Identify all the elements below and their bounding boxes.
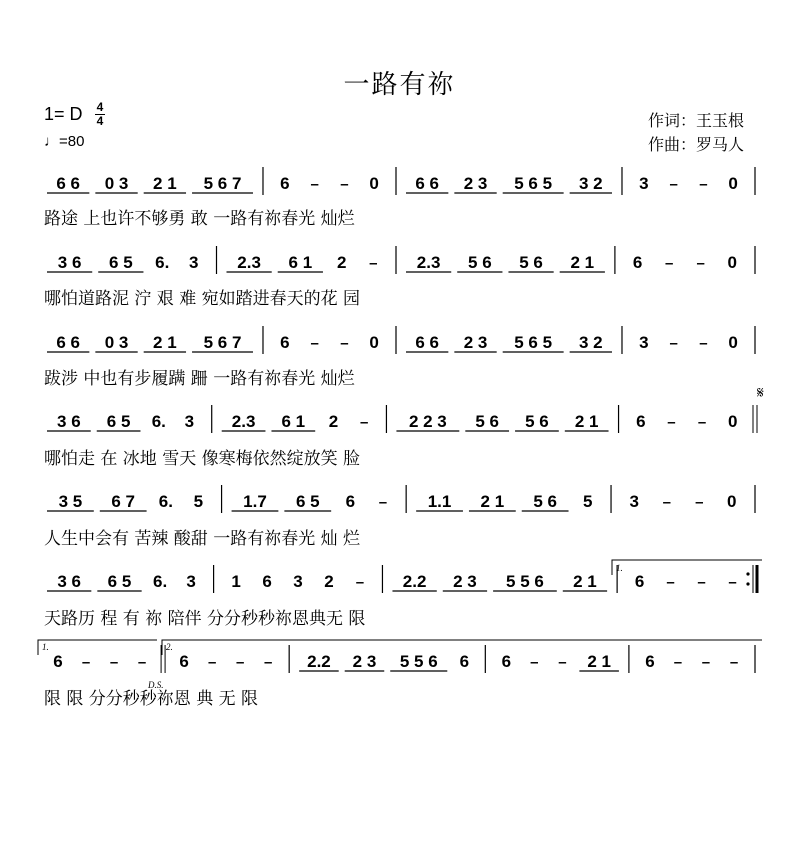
note-group: – — [697, 574, 706, 591]
note-group: 3 5 — [58, 492, 83, 511]
note-group: 2 1 — [574, 412, 599, 431]
note-group: 5 6 — [519, 253, 543, 272]
note-group: – — [669, 335, 678, 352]
note-group: 6. — [155, 253, 170, 272]
note-group: – — [378, 494, 388, 511]
note-group: 6. — [158, 492, 173, 511]
note-group: – — [530, 654, 539, 671]
composer-credit: 作曲：罗马人 — [648, 135, 745, 154]
note-group: 6 — [179, 652, 189, 671]
lyric-line: 路途 上也许不够勇 敢 一路有祢春光 灿烂 — [44, 209, 355, 229]
lyric-line: 跋涉 中也有步履蹒 跚 一路有祢春光 灿烂 — [44, 369, 355, 389]
note-group: 1.7 — [243, 492, 267, 511]
note-group: 3 — [639, 174, 649, 193]
tempo-value: =80 — [59, 133, 85, 150]
note-group: 2 3 — [453, 572, 477, 591]
note-group: 5 5 6 — [399, 652, 438, 671]
song-title: 一路有祢 — [343, 70, 456, 100]
note-group: 6 — [501, 652, 512, 671]
note-group: 3 — [186, 572, 196, 591]
note-group: 6 — [459, 652, 470, 671]
note-group: – — [665, 255, 674, 272]
note-group: – — [701, 654, 711, 671]
note-group: 2.3 — [231, 412, 256, 431]
note-group: 2 1 — [573, 572, 597, 591]
note-group: 3 — [293, 572, 303, 591]
note-group: 6 5 — [295, 492, 320, 511]
note-group: 2 — [328, 412, 339, 431]
note-group: 3 6 — [57, 253, 82, 272]
key-signature: 1= D — [44, 104, 83, 124]
note-group: – — [666, 574, 675, 591]
note-group: 2 — [324, 572, 334, 591]
note-group: – — [662, 494, 671, 511]
note-group: 2 3 — [463, 333, 488, 352]
note-group: 2.2 — [402, 572, 427, 591]
note-group: 0 — [727, 412, 738, 431]
note-group: – — [340, 176, 349, 193]
segno-icon: 𝄋 — [757, 383, 764, 402]
note-group: 6 5 — [109, 253, 133, 272]
note-group: 5 6 — [533, 492, 557, 511]
note-group: 6. — [153, 572, 168, 591]
lyric-line: 人生中会有 苦辣 酸甜 一路有祢春光 灿 烂 — [44, 529, 361, 549]
note-group: 2 1 — [587, 652, 611, 671]
note-group: 3 — [184, 412, 195, 431]
note-group: 2.2 — [307, 652, 331, 671]
note-group: – — [669, 176, 678, 193]
note-group: – — [340, 335, 349, 352]
note-group: 0 — [727, 492, 737, 511]
note-group: – — [310, 335, 319, 352]
note-group: – — [696, 255, 705, 272]
note-group: – — [699, 335, 708, 352]
note-group: 5 5 6 — [506, 572, 544, 591]
note-group: 6 — [634, 572, 645, 591]
note-group: 2 1 — [570, 253, 595, 272]
note-group: 5 6 5 — [514, 174, 553, 193]
note-group: – — [673, 654, 683, 671]
note-group: – — [728, 574, 737, 591]
note-group: 0 — [728, 333, 738, 352]
note-group: 5 6 7 — [203, 174, 242, 193]
note-group: – — [137, 654, 147, 671]
note-group: 6 — [262, 572, 272, 591]
note-group: – — [310, 176, 319, 193]
note-group: 6 — [280, 333, 290, 352]
note-group: 3 — [629, 492, 640, 511]
volta-number: 1. — [616, 563, 623, 573]
note-group: 3 — [639, 333, 649, 352]
note-group: 6 1 — [281, 412, 306, 431]
note-group: 6. — [151, 412, 166, 431]
volta-number: 1. — [42, 642, 49, 652]
note-group: – — [695, 494, 704, 511]
note-group: 1.1 — [427, 492, 452, 511]
note-group: 0 — [369, 333, 379, 352]
note-group: – — [558, 654, 567, 671]
note-group: 0 — [369, 174, 379, 193]
note-group: 5 6 5 — [514, 333, 553, 352]
note-group: 3 6 — [57, 412, 81, 431]
note-group: 6 5 — [107, 572, 132, 591]
note-group: 5 6 7 — [203, 333, 242, 352]
time-signature-bottom: 4 — [96, 114, 104, 128]
repeat-dot — [746, 572, 749, 575]
note-group: – — [359, 414, 369, 431]
note-group: 3 — [189, 253, 199, 272]
note-group: 5 6 — [468, 253, 492, 272]
note-group: 6 6 — [56, 333, 80, 352]
volta-number: 2. — [166, 642, 173, 652]
note-group: – — [699, 176, 708, 193]
note-group: – — [697, 414, 707, 431]
note-group: 3 2 — [578, 174, 603, 193]
note-group: 6 — [345, 492, 356, 511]
note-group: – — [369, 255, 378, 272]
note-group: 6 7 — [111, 492, 136, 511]
note-group: – — [355, 574, 365, 591]
note-group: 6 1 — [288, 253, 313, 272]
note-group: 0 3 — [104, 333, 129, 352]
note-group: 5 6 — [475, 412, 500, 431]
note-group: – — [109, 654, 119, 671]
note-group: 2 3 — [463, 174, 488, 193]
note-group: 5 — [583, 492, 593, 511]
note-group: 6 — [636, 412, 646, 431]
note-group: 2 1 — [153, 174, 177, 193]
time-signature-top: 4 — [96, 100, 104, 114]
note-group: – — [263, 654, 273, 671]
note-group: 6 6 — [56, 174, 80, 193]
note-group: 6 6 — [415, 174, 439, 193]
note-group: 3 6 — [57, 572, 81, 591]
note-group: 5 — [193, 492, 204, 511]
lyricist-credit: 作词：王玉根 — [648, 111, 745, 130]
note-group: 0 3 — [104, 174, 129, 193]
note-group: – — [81, 654, 91, 671]
lyric-line: 哪怕道路泥 泞 艰 难 宛如踏进春天的花 园 — [44, 289, 361, 309]
note-group: 5 6 — [525, 412, 549, 431]
note-group: 6 — [280, 174, 290, 193]
lyric-line: 哪怕走 在 冰地 雪天 像寒梅依然绽放笑 脸 — [44, 449, 361, 469]
note-group: 2 1 — [153, 333, 177, 352]
note-group: 0 — [727, 253, 737, 272]
note-group: 6 5 — [106, 412, 131, 431]
note-group: 2 1 — [480, 492, 505, 511]
note-group: 2.3 — [237, 253, 261, 272]
note-group: 1 — [231, 572, 241, 591]
note-group: – — [235, 654, 245, 671]
note-group: 6 — [645, 652, 655, 671]
note-group: 2 2 3 — [408, 412, 447, 431]
note-group: – — [207, 654, 217, 671]
note-group: 2 3 — [352, 652, 377, 671]
note-group: 6 — [632, 253, 643, 272]
note-group: 6 6 — [415, 333, 439, 352]
lyric-line: 限 限 分分秒秒祢恩 典 无 限 — [44, 689, 259, 709]
note-group: 6 — [53, 652, 63, 671]
repeat-dot — [746, 582, 749, 585]
ds-marking: D.S. — [148, 680, 164, 690]
note-group: 0 — [728, 174, 738, 193]
note-group: 2 — [336, 253, 347, 272]
quarter-note-icon: ♩ — [44, 133, 59, 150]
note-group: 2.3 — [416, 253, 441, 272]
note-group: – — [729, 654, 739, 671]
note-group: – — [667, 414, 676, 431]
lyric-line: 天路历 程 有 祢 陪伴 分分秒秒祢恩典无 限 — [44, 609, 366, 629]
note-group: 3 2 — [578, 333, 603, 352]
